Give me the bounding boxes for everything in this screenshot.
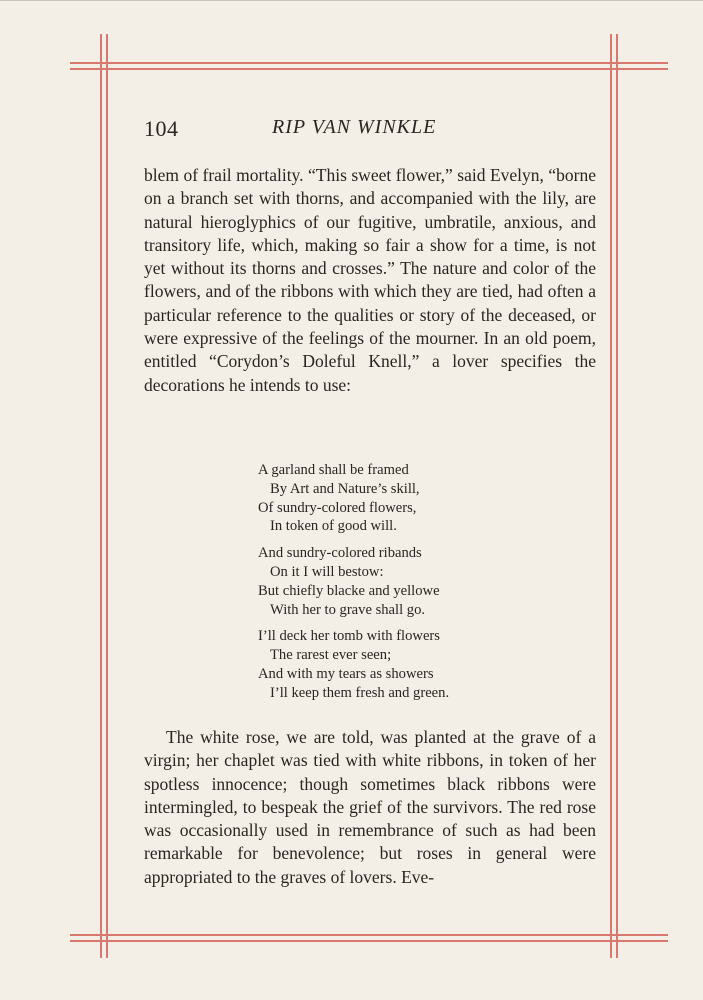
running-title: RIP VAN WINKLE xyxy=(272,116,437,138)
border-rule-left-outer xyxy=(100,34,102,958)
body-paragraph-2: The white rose, we are told, was planted at the grave of a virgin; her chaplet was tied with white ribbons, in token of her spotless innocence; though sometimes black ribbons were intermingled, to bespeak the grief of the survivors. The red rose was occasionally used in remembrance of such as had been remarkable for benevolence; but roses in general were appropriated to the graves of lovers. Eve- xyxy=(144,727,596,887)
poem-line: I’ll keep them fresh and green. xyxy=(270,684,450,701)
poem-line: The rarest ever seen; xyxy=(270,647,392,664)
poem-line: I’ll deck her tomb with flowers xyxy=(258,628,440,645)
border-rule-right-outer xyxy=(616,34,618,958)
poem-line: By Art and Nature’s skill, xyxy=(270,480,420,497)
poem-stanza-3 xyxy=(258,627,558,702)
poem-line: And with my tears as showers xyxy=(258,665,434,682)
poem-line: On it I will bestow: xyxy=(270,563,384,580)
body-paragraph-1: blem of frail mortality. “This sweet flower,” said Evelyn, “borne on a branch set with thorns, and accompanied with the lily, are natural hieroglyphics of our fugitive, umbratile, anxious, and transitory life, which, making so fair a show for a time, is not yet without its thorns and crosses.” The nature and color of the flowers, and of the ribbons with which they are tied, had often a particular reference to the qualities or story of the deceased, or were expressive of the feelings of the mourner. In an old poem, entitled “Corydon’s Doleful Knell,” a lover specifies the decorations he intends to use: xyxy=(144,165,596,395)
border-rule-bottom-outer xyxy=(70,940,668,942)
border-rule-top-inner xyxy=(70,68,668,70)
poem-line: But chiefly blacke and yellowe xyxy=(258,582,440,599)
border-rule-right-inner xyxy=(610,34,612,958)
poem-line: A garland shall be framed xyxy=(258,462,409,478)
page-top-edge xyxy=(0,0,703,1)
page-header xyxy=(144,116,596,146)
poem-block xyxy=(258,461,558,711)
border-rule-left-inner xyxy=(106,34,108,958)
poem-stanza-1 xyxy=(258,461,558,536)
border-rule-top-outer xyxy=(70,62,668,64)
poem-line: In token of good will. xyxy=(270,518,397,535)
poem-stanza-2 xyxy=(258,544,558,619)
poem-line: Of sundry-colored flowers, xyxy=(258,499,417,516)
page-number: 104 xyxy=(144,116,179,141)
poem-line: And sundry-colored ribands xyxy=(258,545,422,562)
border-rule-bottom-inner xyxy=(70,934,668,936)
poem-line: With her to grave shall go. xyxy=(270,601,426,618)
